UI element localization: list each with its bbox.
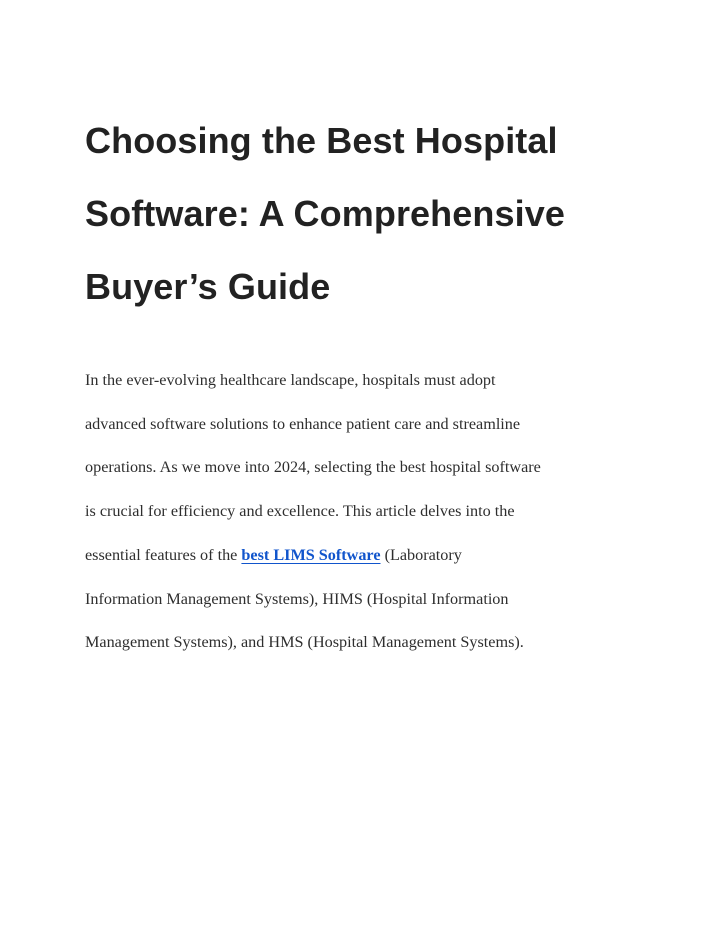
paragraph-line: In the ever-evolving healthcare landscape, hospitals must adopt xyxy=(85,371,496,389)
paragraph-line: Information Management Systems), HIMS (Hospital Information xyxy=(85,589,509,608)
paragraph-line: operations. As we move into 2024, selecting the best hospital software xyxy=(85,458,541,477)
paragraph-line-with-link xyxy=(85,534,660,578)
paragraph-text-after-link: (Laboratory xyxy=(380,545,462,564)
paragraph-line: advanced software solutions to enhance patient care and streamline xyxy=(85,414,521,433)
intro-paragraph xyxy=(85,359,660,665)
page-title xyxy=(85,104,645,323)
paragraph-line: Management Systems), and HMS (Hospital Management Systems). xyxy=(85,633,524,652)
paragraph-text-before-link: essential features of the xyxy=(85,545,242,564)
title-line: Buyer’s Guide xyxy=(85,266,331,307)
lims-software-link[interactable]: best LIMS Software xyxy=(241,545,381,564)
title-line: Software: A Comprehensive xyxy=(85,193,565,234)
paragraph-line: is crucial for efficiency and excellence. This article delves into the xyxy=(85,502,515,521)
title-line: Choosing the Best Hospital xyxy=(85,120,558,161)
